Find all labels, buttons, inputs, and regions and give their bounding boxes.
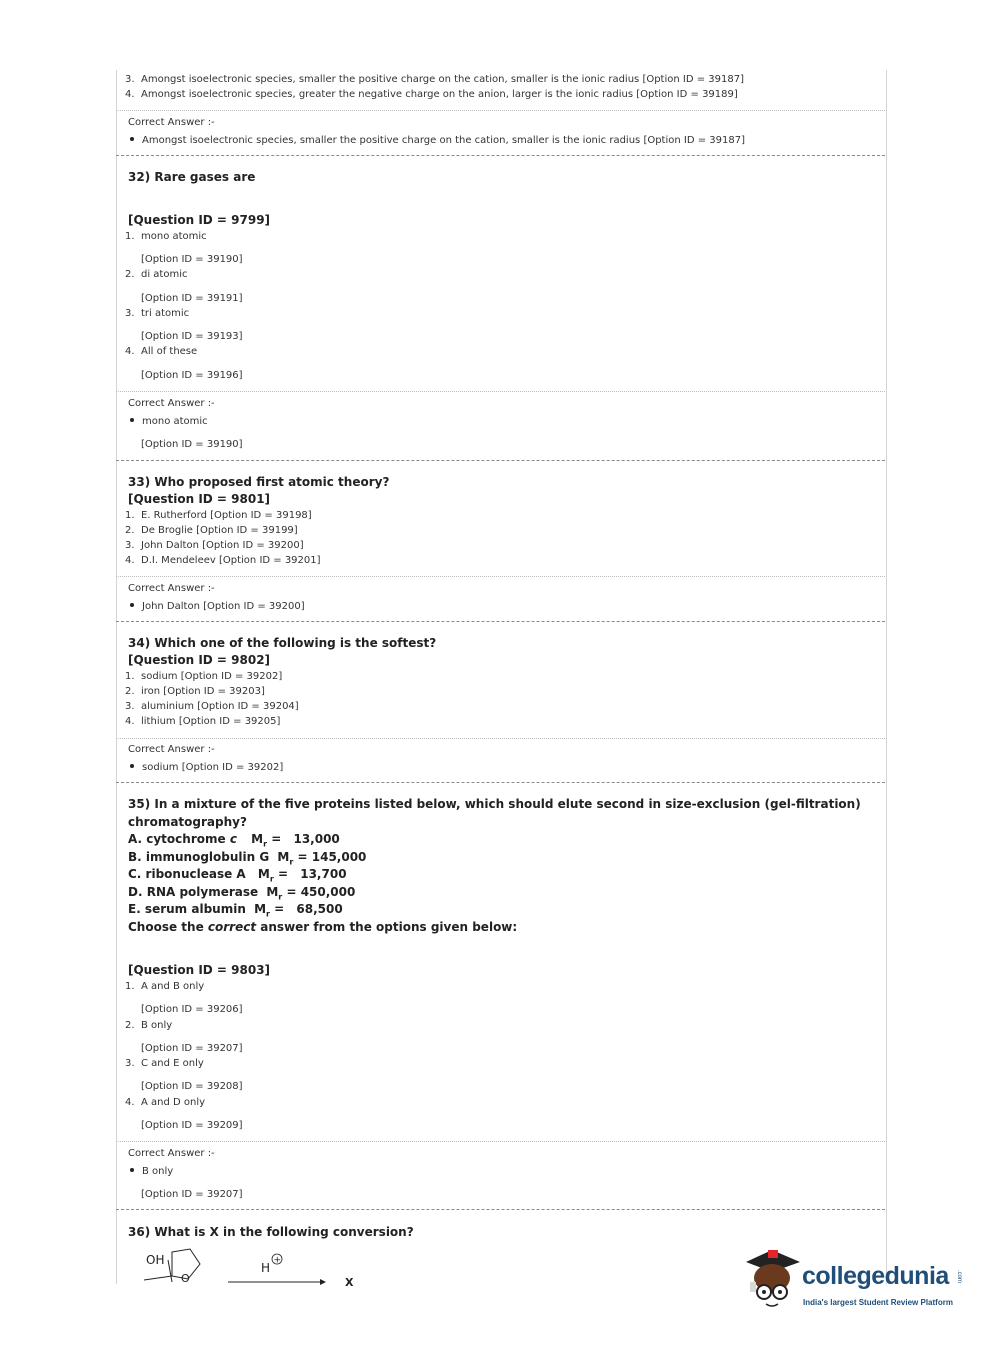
bullet-icon bbox=[130, 603, 134, 607]
option-id: [Option ID = 39190] bbox=[141, 439, 243, 450]
option-4: 4. Amongst isoelectronic species, greater the negative charge on the anion, larger is the ionic radius [Option ID = 39189] bbox=[125, 89, 738, 100]
option-id: [Option ID = 39207] bbox=[141, 1189, 243, 1200]
divider bbox=[116, 576, 885, 577]
bullet-icon bbox=[130, 1168, 134, 1172]
question-title-cont: chromatography? bbox=[128, 815, 247, 829]
brand-name: collegedunia bbox=[802, 1262, 949, 1290]
oh-label: OH bbox=[146, 1253, 165, 1267]
option-2: 2. B only bbox=[125, 1020, 173, 1031]
correct-answer-label: Correct Answer :- bbox=[128, 398, 215, 409]
option-2: 2. iron [Option ID = 39203] bbox=[125, 686, 265, 697]
question-title: 36) What is X in the following conversion? bbox=[128, 1225, 414, 1239]
question-title: 35) In a mixture of the five proteins listed below, which should elute second in size-exclusion (gel-filtration) bbox=[128, 797, 861, 811]
correct-answer-label: Correct Answer :- bbox=[128, 117, 215, 128]
option-id: [Option ID = 39193] bbox=[141, 331, 243, 342]
option-3: 3. aluminium [Option ID = 39204] bbox=[125, 701, 299, 712]
mascot-icon bbox=[742, 1248, 804, 1314]
reagent-label: H bbox=[261, 1261, 271, 1275]
correct-answer-label: Correct Answer :- bbox=[128, 744, 215, 755]
question-title: 32) Rare gases are bbox=[128, 170, 256, 184]
methyl-bond bbox=[144, 1276, 172, 1280]
option-4: 4. All of these bbox=[125, 346, 198, 357]
reaction-scheme bbox=[140, 1246, 370, 1286]
option-1: 1. sodium [Option ID = 39202] bbox=[125, 671, 283, 682]
option-4: 4. D.I. Mendeleev [Option ID = 39201] bbox=[125, 555, 321, 566]
divider bbox=[116, 738, 885, 739]
option-id: [Option ID = 39206] bbox=[141, 1004, 243, 1015]
option-1: 1. A and B only bbox=[125, 981, 205, 992]
correct-answer: John Dalton [Option ID = 39200] bbox=[128, 601, 305, 612]
option-id: [Option ID = 39191] bbox=[141, 293, 243, 304]
question-separator bbox=[116, 1209, 885, 1210]
protein-e: E. serum albumin $M_r = 68,500$ bbox=[128, 902, 343, 919]
brand-com: .com bbox=[956, 1270, 962, 1284]
product-label: X bbox=[345, 1276, 354, 1286]
question-separator bbox=[116, 460, 885, 461]
option-1: 1. mono atomic bbox=[125, 231, 207, 242]
plus-charge-sign: + bbox=[273, 1255, 282, 1266]
correct-answer-label: Correct Answer :- bbox=[128, 1148, 215, 1159]
option-3: 3. C and E only bbox=[125, 1058, 204, 1069]
option-2: 2. De Broglie [Option ID = 39199] bbox=[125, 525, 298, 536]
option-3: 3. John Dalton [Option ID = 39200] bbox=[125, 540, 304, 551]
protein-d: D. RNA polymerase $M_r = 450,000$ bbox=[128, 885, 356, 902]
bullet-icon bbox=[130, 764, 134, 768]
correct-answer-label: Correct Answer :- bbox=[128, 583, 215, 594]
correct-answer: Amongst isoelectronic species, smaller the positive charge on the cation, smaller is the ionic radius [Option ID = 39187] bbox=[128, 135, 745, 146]
correct-answer: B only bbox=[128, 1166, 173, 1177]
option-id: [Option ID = 39207] bbox=[141, 1043, 243, 1054]
option-3: 3. tri atomic bbox=[125, 308, 190, 319]
protein-a: A. cytochrome c $M_r = 13,000$ bbox=[128, 832, 340, 849]
option-1: 1. E. Rutherford [Option ID = 39198] bbox=[125, 510, 312, 521]
divider bbox=[116, 1141, 885, 1142]
option-4: 4. lithium [Option ID = 39205] bbox=[125, 716, 281, 727]
question-id: [Question ID = 9801] bbox=[128, 492, 271, 506]
brand-tagline: India's largest Student Review Platform bbox=[803, 1298, 953, 1307]
option-4: 4. A and D only bbox=[125, 1097, 206, 1108]
ring-oxygen-label: O bbox=[181, 1272, 190, 1285]
question-separator bbox=[116, 782, 885, 783]
choose-instruction: Choose the correct answer from the options given below: bbox=[128, 920, 518, 934]
question-id: [Question ID = 9803] bbox=[128, 963, 271, 977]
arrow-head-icon bbox=[320, 1279, 326, 1285]
protein-c: C. ribonuclease A $M_r = 13,700$ bbox=[128, 867, 347, 884]
option-id: [Option ID = 39208] bbox=[141, 1081, 243, 1092]
correct-answer: sodium [Option ID = 39202] bbox=[128, 762, 283, 773]
option-id: [Option ID = 39209] bbox=[141, 1120, 243, 1131]
bullet-icon bbox=[130, 137, 134, 141]
option-2: 2. di atomic bbox=[125, 269, 188, 280]
question-id: [Question ID = 9799] bbox=[128, 213, 271, 227]
divider bbox=[116, 110, 885, 111]
question-id: [Question ID = 9802] bbox=[128, 653, 271, 667]
option-3: 3. Amongst isoelectronic species, smaller the positive charge on the cation, smaller is the ionic radius [Option ID = 39187] bbox=[125, 74, 744, 85]
question-title: 33) Who proposed first atomic theory? bbox=[128, 475, 390, 489]
protein-b: B. immunoglobulin G $M_r = 145,000$ bbox=[128, 850, 367, 867]
divider bbox=[116, 391, 885, 392]
question-title: 34) Which one of the following is the softest? bbox=[128, 636, 437, 650]
correct-answer: mono atomic bbox=[128, 416, 208, 427]
bullet-icon bbox=[130, 418, 134, 422]
question-separator bbox=[116, 155, 885, 156]
ring-bond bbox=[168, 1260, 172, 1282]
option-id: [Option ID = 39190] bbox=[141, 254, 243, 265]
question-separator bbox=[116, 621, 885, 622]
option-id: [Option ID = 39196] bbox=[141, 370, 243, 381]
collegedunia-logo bbox=[742, 1248, 972, 1314]
